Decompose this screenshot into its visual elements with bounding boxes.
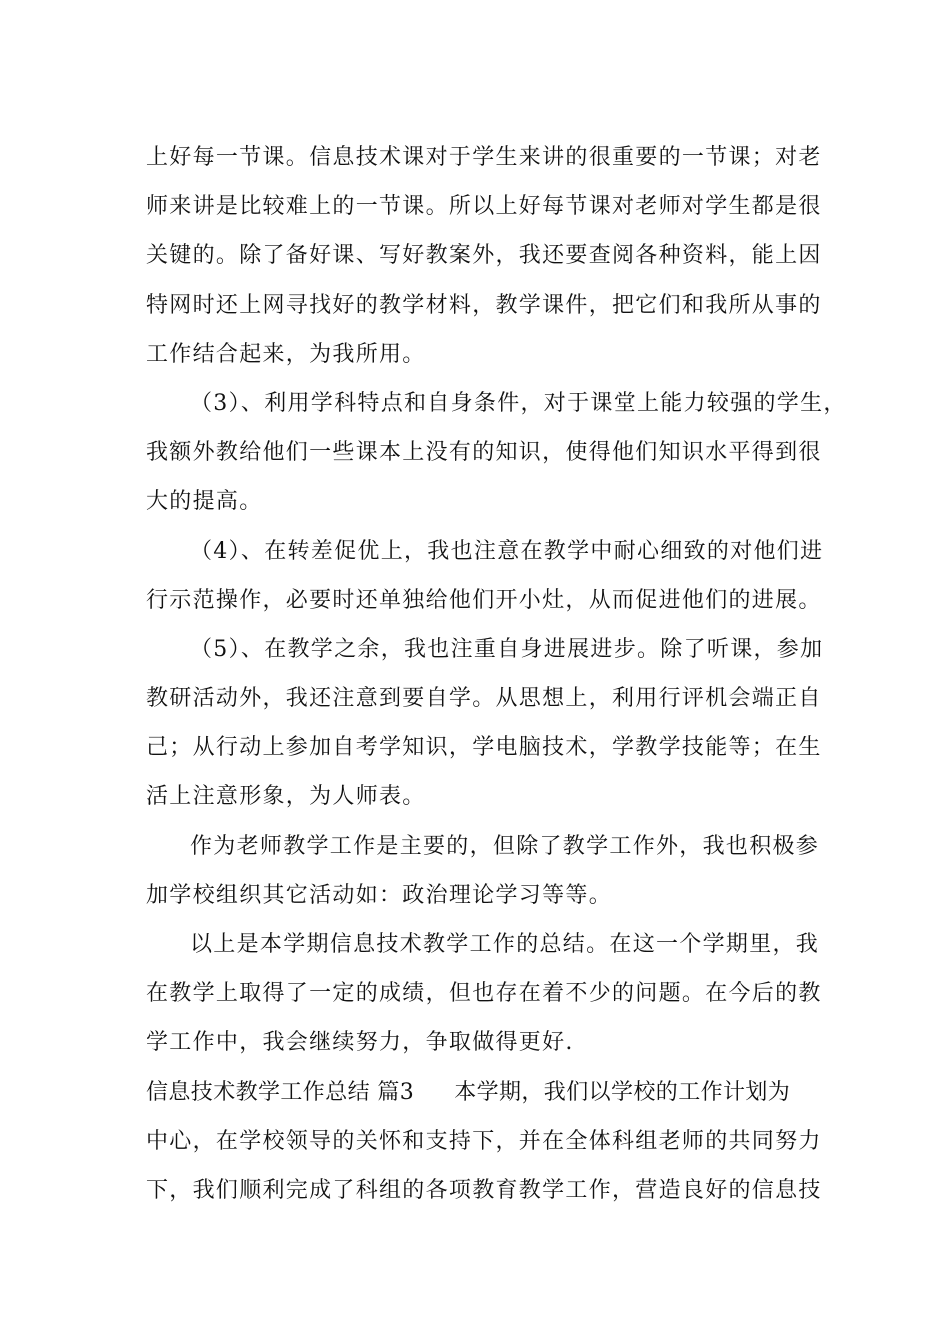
text-line: 上好每一节课。信息技术课对于学生来讲的很重要的一节课；对老 [146,145,822,170]
paragraph-5-start: （5）、在教学之余，我也注重自身进展进步。除了听课，参加 [190,636,824,662]
paragraph-summary-start: 以上是本学期信息技术教学工作的总结。在这一个学期里，我 [190,932,820,957]
text-line: 活上注意形象，为人师表。 [146,784,426,810]
section-intro-text: 本学期，我们以学校的工作计划为 [454,1079,791,1105]
text-line: 教研活动外，我还注意到要自学。从思想上，利用行评机会端正自 [146,686,822,712]
text-line: 关键的。除了备好课、写好教案外，我还要查阅各种资料，能上因 [146,243,822,269]
section-heading-line [146,1068,810,1117]
paragraph-3-start: （3）、利用学科特点和自身条件，对于课堂上能力较强的学生， [190,390,847,416]
document-body [146,133,847,1215]
text-line: 我额外教给他们一些课本上没有的知识，使得他们知识水平得到很 [146,440,822,466]
text-line: 工作结合起来，为我所用。 [146,341,426,367]
paragraph-teacher-start: 作为老师教学工作是主要的，但除了教学工作外，我也积极参 [190,833,820,859]
text-line: 中心，在学校领导的关怀和支持下，并在全体科组老师的共同努力 [146,1128,822,1154]
text-line: 大的提高。 [146,489,263,515]
text-line: 师来讲是比较难上的一节课。所以上好每节课对老师对学生都是很 [146,194,822,220]
text-line: 加学校组织其它活动如：政治理论学习等等。 [146,882,613,908]
section-heading: 信息技术教学工作总结 篇3 [146,1079,415,1105]
text-line: 下，我们顺利完成了科组的各项教育教学工作，营造良好的信息技 [146,1177,822,1203]
text-line: 在教学上取得了一定的成绩，但也存在着不少的问题。在今后的教 [146,981,822,1007]
text-line: 己；从行动上参加自考学知识，学电脑技术，学教学技能等；在生 [146,735,822,761]
text-line: 特网时还上网寻找好的教学材料，教学课件，把它们和我所从事的 [146,292,822,318]
text-line: 行示范操作，必要时还单独给他们开小灶，从而促进他们的进展。 [146,587,822,613]
text-line: 学工作中，我会继续努力，争取做得更好. [146,1030,574,1056]
paragraph-4-start: （4）、在转差促优上，我也注意在教学中耐心细致的对他们进 [190,538,824,564]
